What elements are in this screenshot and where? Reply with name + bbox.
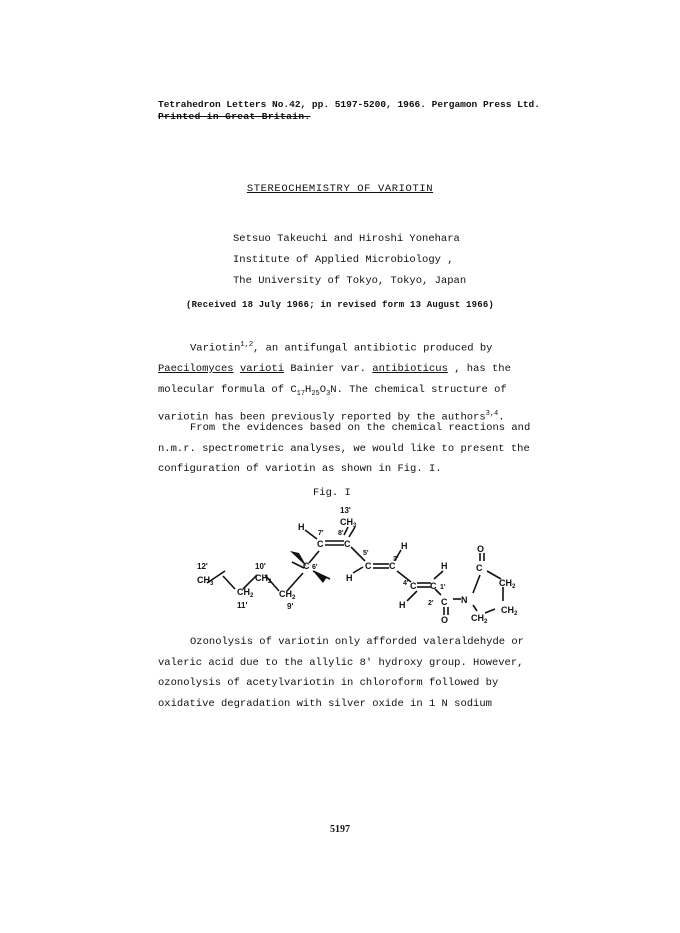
atom-label: H	[399, 600, 406, 610]
atom-label: O	[441, 615, 449, 625]
atom-label: 1'	[440, 584, 446, 591]
paragraph-line: ozonolysis of acetylvariotin in chloroform followed by	[158, 677, 499, 689]
paper-title: STEREOCHEMISTRY OF VARIOTIN	[246, 183, 434, 195]
atom-label: C	[303, 561, 310, 571]
paragraph-line: molecular formula of $C_{17}H_{25}O_3N$. The chemical structure of	[158, 383, 507, 398]
atom-label: $CH_2$	[499, 578, 516, 590]
atom-label: $CH_3$	[340, 517, 357, 529]
atom-label: 13'	[340, 506, 351, 515]
paragraph-line: valeric acid due to the allylic 8' hydroxy group. However,	[158, 656, 524, 669]
atom-label: 10'	[255, 562, 266, 571]
variety-name: antibioticus	[372, 363, 448, 375]
atom-label: C	[410, 581, 417, 591]
paragraph-line: Ozonolysis of variotin only afforded valeraldehyde or	[190, 636, 524, 648]
paragraph-line: variotin has been previously reported by the authors$^{3,4}$.	[158, 410, 505, 424]
atom-label: 2'	[428, 600, 434, 607]
atom-label: C	[430, 581, 437, 591]
atom-label: 3'	[393, 556, 399, 563]
bond-lines	[207, 527, 503, 615]
journal-citation: Tetrahedron Letters No.42, pp. 5197-5200, 1966. Pergamon Press Ltd.	[158, 99, 540, 110]
atom-label: 9'	[287, 602, 294, 611]
author-block	[233, 229, 466, 292]
atom-label: H	[401, 541, 408, 551]
page-number: 5197	[330, 824, 350, 835]
atom-label: O	[477, 544, 485, 554]
atom-label: C	[365, 561, 372, 571]
journal-header	[158, 99, 540, 123]
figure-label: Fig. I	[313, 487, 351, 499]
atom-label: C	[389, 561, 396, 571]
atom-label: H	[441, 561, 448, 571]
atom-label: 5'	[363, 550, 369, 557]
paragraph-line: n.m.r. spectrometric analyses, we would like to present the	[158, 442, 530, 455]
atom-label: 12'	[197, 562, 208, 571]
atom-label: $CH_2$	[471, 613, 488, 625]
atom-label: C	[317, 539, 324, 549]
atom-label: H	[298, 522, 305, 532]
printed-notice: Printed in Great Britain.	[158, 111, 311, 122]
received-date: (Received 18 July 1966; in revised form 13 August 1966)	[185, 300, 495, 310]
genus-name: Paecilomyces	[158, 363, 234, 375]
atom-label: 7'	[318, 530, 324, 537]
atom-label: C	[344, 539, 351, 549]
atom-label: C	[476, 563, 483, 573]
variotin-structure-diagram	[195, 505, 550, 625]
atom-label: $CH_2$	[255, 573, 272, 585]
author-institute: Institute of Applied Microbiology ,	[233, 254, 454, 266]
paragraph-line: From the evidences based on the chemical reactions and	[190, 422, 531, 434]
atom-label: $CH_3$	[197, 575, 214, 587]
paragraph-3	[158, 632, 538, 714]
author-university: The University of Tokyo, Tokyo, Japan	[233, 275, 467, 287]
paragraph-line: Variotin$^{1,2}$, an antifungal antibiotic produced by	[190, 341, 493, 355]
paragraph-2	[158, 418, 538, 480]
atom-label: $CH_2$	[279, 589, 296, 601]
atom-label: H	[346, 573, 353, 583]
paragraph-line: Paecilomyces varioti Bainier var. antibioticus , has the	[158, 363, 511, 375]
atom-label: 6'	[312, 564, 318, 571]
species-name: varioti	[239, 363, 285, 375]
atom-label: C	[441, 597, 448, 607]
wedge-bond	[313, 571, 327, 583]
paragraph-line: configuration of variotin as shown in Fig. I.	[158, 463, 442, 475]
paragraph-line: oxidative degradation with silver oxide in 1 N sodium	[158, 697, 492, 710]
paragraph-1	[158, 335, 538, 428]
atom-label: $CH_2$	[501, 605, 518, 617]
atom-label: $CH_2$	[237, 587, 254, 599]
author-names: Setsuo Takeuchi and Hiroshi Yonehara	[233, 233, 460, 245]
atom-label: 4'	[403, 580, 409, 587]
atom-label: 8'	[338, 530, 344, 537]
atom-label: 11'	[237, 601, 248, 610]
atom-label: N	[461, 595, 468, 605]
